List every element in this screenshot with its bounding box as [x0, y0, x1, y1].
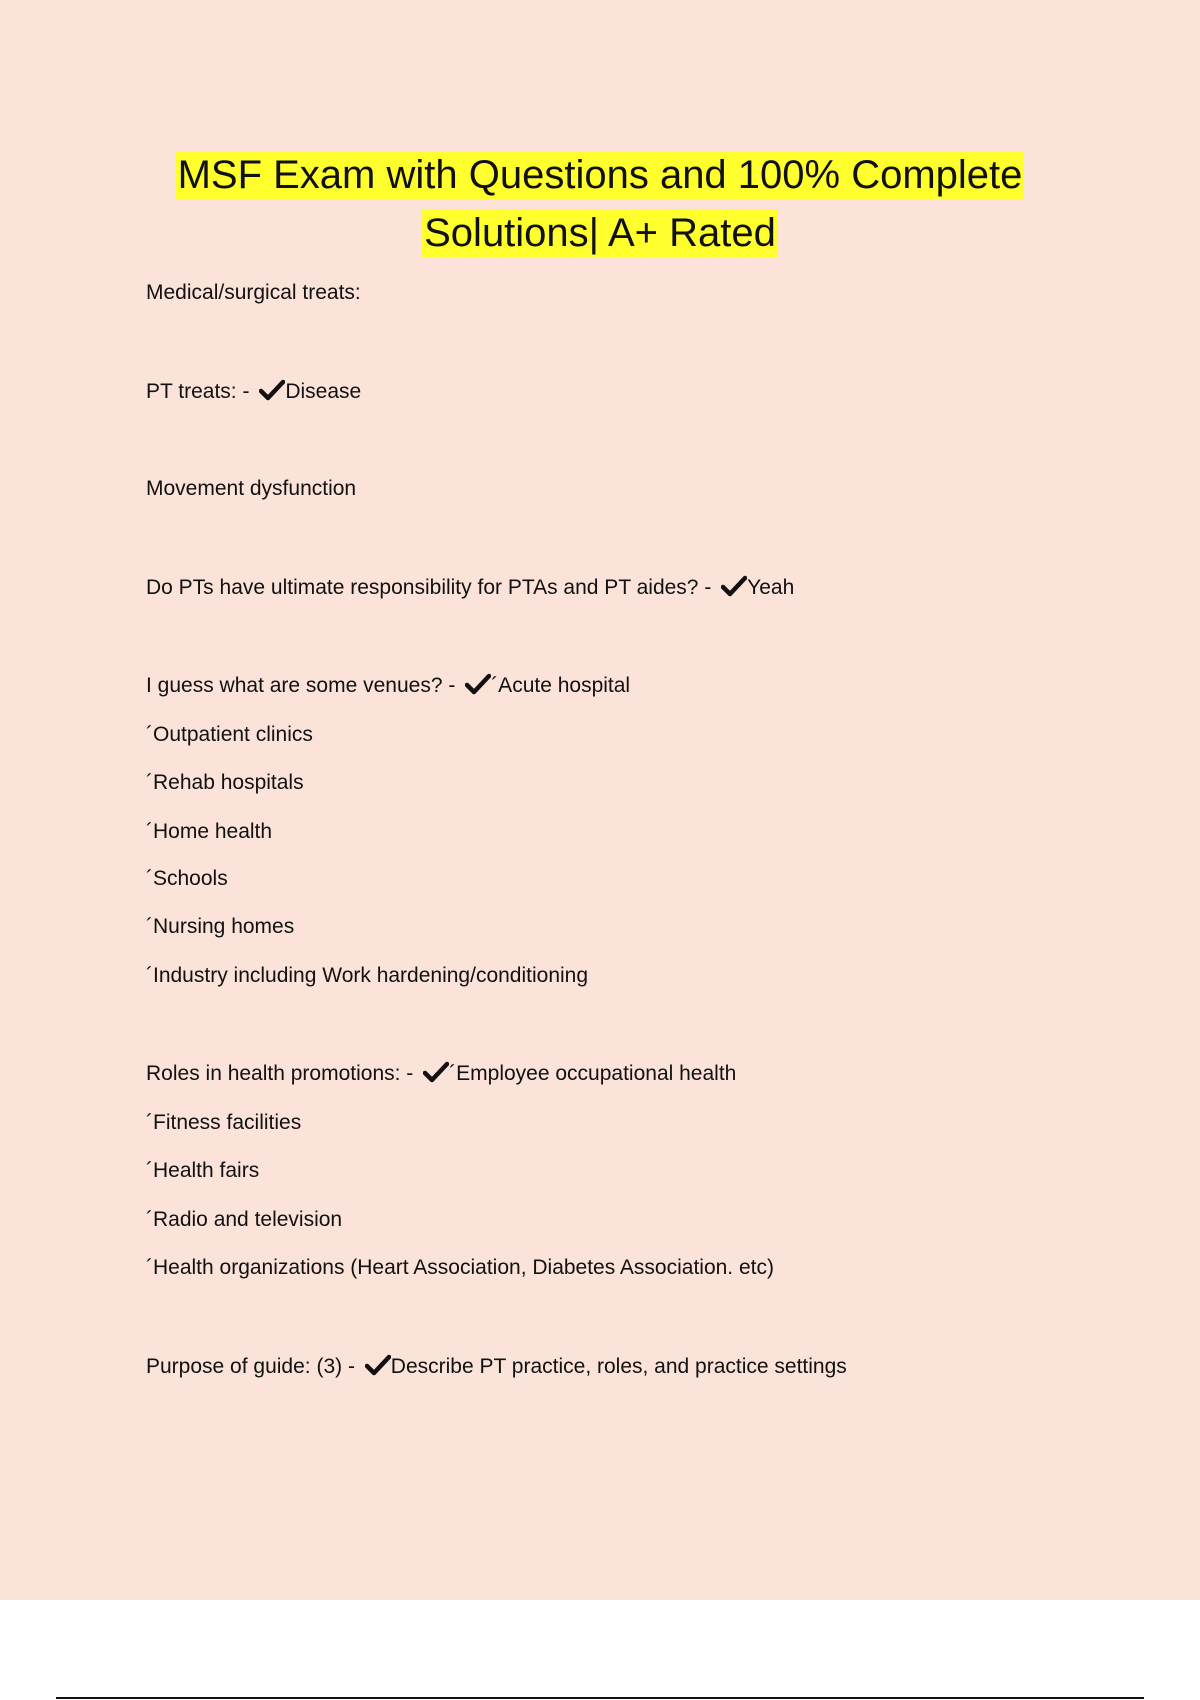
question-venues — [146, 672, 630, 700]
answer-text: Describe PT practice, roles, and practice settings — [390, 1355, 847, 1378]
question-health-promotions — [146, 1060, 736, 1088]
list-item — [146, 1254, 774, 1282]
list-item — [146, 818, 272, 846]
list-item-text: ´Industry including Work hardening/conditioning — [146, 964, 589, 987]
answer-text: ´Acute hospital — [491, 674, 631, 697]
checkmark-icon — [423, 1061, 449, 1083]
list-item — [146, 1109, 301, 1137]
list-item — [146, 962, 588, 990]
list-item-text: ´Nursing homes — [146, 915, 295, 938]
question-pt-treats — [146, 378, 361, 406]
title-line-1: MSF Exam with Questions and 100% Complete — [177, 153, 1023, 197]
title-line-2: Solutions| A+ Rated — [424, 211, 776, 255]
question-medical-surgical — [146, 279, 361, 307]
question-pt-responsibility — [146, 574, 794, 602]
question-text: Do PTs have ultimate responsibility for PTAs and PT aides? - — [146, 576, 712, 599]
list-item — [146, 865, 228, 893]
answer-text: ´Employee occupational health — [449, 1062, 737, 1085]
list-item-text: ´Radio and television — [146, 1208, 343, 1231]
list-item-text: ´Home health — [146, 820, 273, 843]
checkmark-icon — [721, 575, 747, 597]
list-item-text: ´Outpatient clinics — [146, 723, 313, 746]
question-text: I guess what are some venues? - — [146, 674, 456, 697]
checkmark-icon — [259, 379, 285, 401]
answer-text: Movement dysfunction — [146, 477, 357, 500]
list-item — [146, 1157, 259, 1185]
list-item-text: ´Health organizations (Heart Association, Diabetes Association. etc) — [146, 1256, 774, 1279]
answer-continuation — [146, 475, 356, 503]
list-item — [146, 769, 304, 797]
list-item — [146, 1206, 342, 1234]
question-text: Medical/surgical treats: — [146, 281, 361, 304]
list-item-text: ´Health fairs — [146, 1159, 260, 1182]
question-purpose-of-guide — [146, 1353, 847, 1381]
list-item — [146, 721, 313, 749]
question-text: Roles in health promotions: - — [146, 1062, 414, 1085]
list-item-text: ´Schools — [146, 867, 228, 890]
answer-text: Yeah — [747, 576, 795, 599]
checkmark-icon — [365, 1354, 391, 1376]
document-title — [0, 146, 1200, 262]
question-text: Purpose of guide: (3) - — [146, 1355, 355, 1378]
list-item-text: ´Fitness facilities — [146, 1111, 302, 1134]
footer-divider — [56, 1697, 1144, 1699]
answer-text: Disease — [285, 380, 362, 403]
checkmark-icon — [465, 673, 491, 695]
list-item — [146, 913, 294, 941]
list-item-text: ´Rehab hospitals — [146, 771, 304, 794]
question-text: PT treats: - — [146, 380, 250, 403]
